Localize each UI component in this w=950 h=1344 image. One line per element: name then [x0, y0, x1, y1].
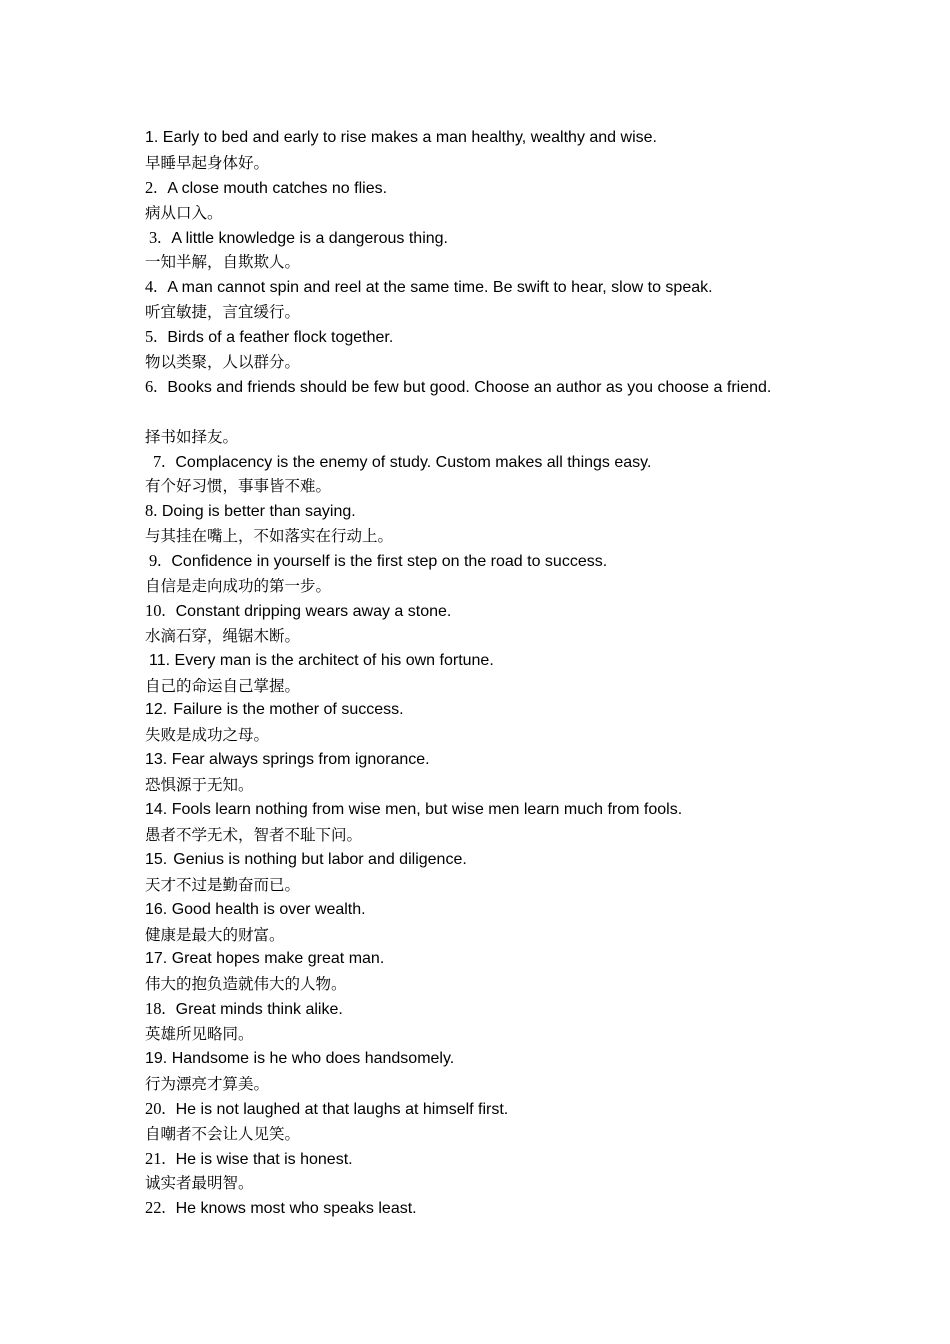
proverb-12-zh: 失败是成功之母。: [145, 726, 270, 745]
proverb-10-en: [145, 599, 905, 624]
proverb-14-zh: 愚者不学无术，智者不耻下问。: [145, 825, 363, 844]
proverb-1-en: [145, 126, 905, 151]
proverb-21-en: [145, 1147, 905, 1172]
proverb-17-zh: 伟大的抱负造就伟大的人物。: [145, 975, 347, 994]
proverb-number: 13.: [145, 751, 168, 769]
proverb-text: Complacency is the enemy of study. Custom makes all things easy.: [175, 453, 652, 471]
proverb-17-en: [145, 947, 905, 972]
proverb-6-en: [145, 375, 905, 400]
proverb-text: A man cannot spin and reel at the same time. Be swift to hear, slow to speak.: [167, 279, 713, 297]
proverb-number: 15.: [145, 850, 168, 868]
proverb-number: 16.: [145, 900, 168, 918]
proverb-14-en: [145, 798, 905, 823]
proverb-number: 2.: [145, 177, 158, 197]
proverb-2-en: [145, 176, 905, 201]
proverb-13-en: [145, 748, 905, 773]
proverb-number: 4.: [145, 277, 158, 297]
proverb-number: 14.: [145, 801, 168, 819]
proverb-number: 3.: [149, 227, 162, 247]
proverb-9-en: [145, 549, 905, 574]
proverb-8-en: [145, 499, 905, 524]
proverb-text: Genius is nothing but labor and diligence.: [173, 850, 467, 868]
proverb-number: 8.: [145, 501, 158, 521]
proverb-text: Handsome is he who does handsomely.: [171, 1049, 455, 1067]
proverb-text: He is wise that is honest.: [175, 1150, 353, 1168]
proverb-1-zh: 早睡早起身体好。: [145, 153, 270, 172]
proverb-11-en: [145, 649, 905, 674]
proverb-12-en: [145, 698, 905, 723]
proverb-text: Birds of a feather flock together.: [167, 329, 394, 347]
proverb-text: Good health is over wealth.: [171, 900, 366, 918]
proverb-number: 12.: [145, 701, 168, 719]
proverb-18-en: [145, 997, 905, 1022]
proverb-number: 5.: [145, 327, 158, 347]
document-page: [145, 126, 905, 1221]
proverb-text: Failure is the mother of success.: [173, 701, 404, 719]
proverb-number: 11.: [149, 651, 171, 669]
proverb-number: 21.: [145, 1148, 166, 1168]
proverb-20-en: [145, 1097, 905, 1122]
proverb-text: A little knowledge is a dangerous thing.: [171, 229, 448, 247]
proverb-3-zh: 一知半解，自欺欺人。: [145, 253, 301, 272]
proverb-text: Fools learn nothing from wise men, but wise men learn much from fools.: [171, 801, 683, 819]
proverb-7-zh: 有个好习惯，事事皆不难。: [145, 477, 332, 496]
proverb-5-zh: 物以类聚，人以群分。: [145, 353, 301, 372]
proverb-4-zh: 听宜敏捷，言宜缓行。: [145, 303, 301, 322]
proverb-16-zh: 健康是最大的财富。: [145, 925, 285, 944]
proverb-text: He is not laughed at that laughs at himself first.: [175, 1100, 509, 1118]
proverb-11-zh: 自己的命运自己掌握。: [145, 676, 301, 695]
proverb-18-zh: 英雄所见略同。: [145, 1025, 254, 1044]
proverb-text: Doing is better than saying.: [161, 503, 356, 521]
proverb-4-en: [145, 275, 905, 300]
proverb-text: Confidence in yourself is the first step on the road to success.: [171, 553, 608, 571]
proverb-text: A close mouth catches no flies.: [167, 179, 388, 197]
proverb-22-en: [145, 1196, 905, 1221]
proverb-5-en: [145, 325, 905, 350]
proverb-13-zh: 恐惧源于无知。: [145, 776, 254, 795]
proverb-number: 9.: [149, 551, 162, 571]
proverb-7-en: [145, 450, 905, 475]
proverb-text: Early to bed and early to rise makes a man healthy, wealthy and wise.: [162, 129, 657, 146]
proverb-19-zh: 行为漂亮才算美。: [145, 1074, 270, 1093]
proverb-number: 17.: [145, 950, 168, 968]
blank-line: [145, 400, 905, 425]
proverb-number: 1.: [145, 129, 159, 146]
proverb-number: 20.: [145, 1098, 166, 1118]
proverb-15-zh: 天才不过是勤奋而已。: [145, 875, 301, 894]
proverb-number: 18.: [145, 999, 166, 1019]
proverb-3-en: [145, 226, 905, 251]
proverb-8-zh: 与其挂在嘴上，不如落实在行动上。: [145, 527, 394, 546]
proverb-number: 7.: [153, 451, 166, 471]
proverb-text: Fear always springs from ignorance.: [171, 751, 430, 769]
proverb-10-zh: 水滴石穿，绳锯木断。: [145, 626, 301, 645]
proverb-15-en: [145, 848, 905, 873]
proverb-text: Great minds think alike.: [175, 1001, 343, 1019]
proverb-number: 10.: [145, 600, 166, 620]
proverb-text: Books and friends should be few but good. Choose an author as you choose a friend.: [167, 378, 772, 396]
proverb-9-zh: 自信是走向成功的第一步。: [145, 577, 332, 596]
proverb-text: He knows most who speaks least.: [175, 1200, 417, 1218]
proverb-text: Great hopes make great man.: [171, 950, 385, 968]
proverb-number: 22.: [145, 1198, 166, 1218]
proverb-19-en: [145, 1047, 905, 1072]
proverb-16-en: [145, 898, 905, 923]
proverb-text: Constant dripping wears away a stone.: [175, 602, 452, 620]
proverb-20-zh: 自嘲者不会让人见笑。: [145, 1124, 301, 1143]
proverb-number: 6.: [145, 376, 158, 396]
proverb-6-zh: 择书如择友。: [145, 427, 239, 446]
proverb-text: Every man is the architect of his own fortune.: [174, 651, 494, 669]
proverb-2-zh: 病从口入。: [145, 203, 223, 222]
proverb-21-zh: 诚实者最明智。: [145, 1174, 254, 1193]
proverb-number: 19.: [145, 1049, 168, 1067]
